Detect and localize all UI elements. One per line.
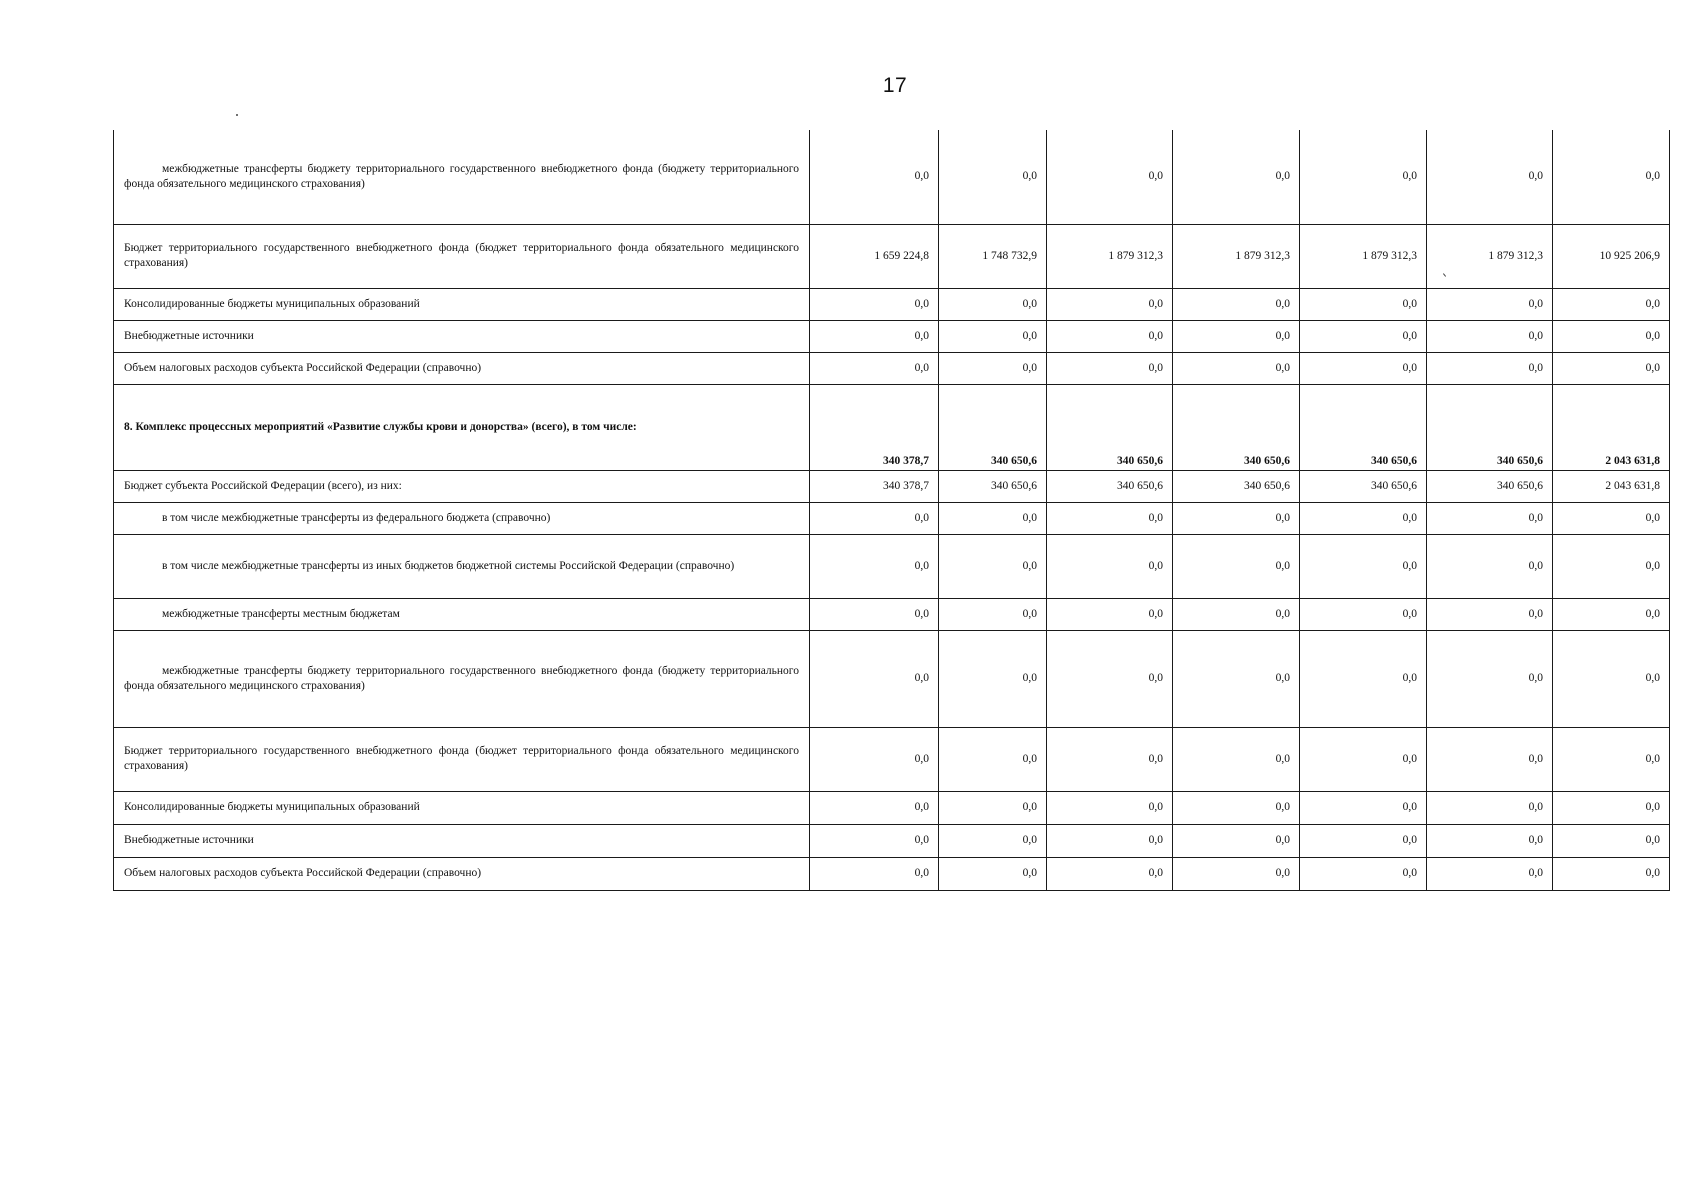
row-label: Бюджет территориального государственного внебюджетного фонда (бюджет территориального фонда обязательного медицинского страхования) xyxy=(114,224,810,288)
budget-table xyxy=(113,130,1670,891)
row-label: в том числе межбюджетные трансферты из федерального бюджета (справочно) xyxy=(114,502,810,534)
table-row xyxy=(114,824,1670,857)
value-cell: 0,0 xyxy=(1553,130,1670,224)
row-label: межбюджетные трансферты бюджету территориального государственного внебюджетного фонда (бюджету территориального фонда обязательного медицинского страхования) xyxy=(114,130,810,224)
value-cell: 0,0 xyxy=(1047,320,1173,352)
value-cell: 0,0 xyxy=(1553,534,1670,598)
value-cell: 0,0 xyxy=(1047,727,1173,791)
value-cell: 0,0 xyxy=(1553,502,1670,534)
value-cell: 340 650,6 xyxy=(1427,470,1553,502)
value-cell: 0,0 xyxy=(939,130,1047,224)
value-cell: 0,0 xyxy=(1047,502,1173,534)
value-cell: 0,0 xyxy=(1427,630,1553,727)
value-cell: 2 043 631,8 xyxy=(1553,384,1670,470)
scan-speck xyxy=(236,114,238,116)
value-cell: 0,0 xyxy=(1427,320,1553,352)
value-cell: 0,0 xyxy=(1427,130,1553,224)
value-cell: 0,0 xyxy=(810,791,939,824)
table-row xyxy=(114,288,1670,320)
value-cell: 0,0 xyxy=(810,630,939,727)
value-cell: 0,0 xyxy=(810,534,939,598)
row-label: 8. Комплекс процессных мероприятий «Развитие службы крови и донорства» (всего), в том числе: xyxy=(114,384,810,470)
value-cell: 0,0 xyxy=(1427,598,1553,630)
value-cell: 1 879 312,3 xyxy=(1300,224,1427,288)
row-label: Бюджет территориального государственного внебюджетного фонда (бюджет территориального фонда обязательного медицинского страхования) xyxy=(114,727,810,791)
value-cell: 10 925 206,9 xyxy=(1553,224,1670,288)
row-label: Внебюджетные источники xyxy=(114,320,810,352)
value-cell: 340 650,6 xyxy=(1173,470,1300,502)
value-cell: 0,0 xyxy=(939,320,1047,352)
value-cell: 340 650,6 xyxy=(1047,470,1173,502)
value-cell: 0,0 xyxy=(810,352,939,384)
value-cell: 0,0 xyxy=(1173,534,1300,598)
value-cell: 0,0 xyxy=(1427,857,1553,890)
value-cell: 340 650,6 xyxy=(1300,384,1427,470)
value-cell: 0,0 xyxy=(1427,502,1553,534)
value-cell: 0,0 xyxy=(1300,130,1427,224)
value-cell: 0,0 xyxy=(1173,824,1300,857)
row-label: Объем налоговых расходов субъекта Российской Федерации (справочно) xyxy=(114,352,810,384)
row-label: Бюджет субъекта Российской Федерации (всего), из них: xyxy=(114,470,810,502)
value-cell: 0,0 xyxy=(1047,857,1173,890)
value-cell: 0,0 xyxy=(1047,630,1173,727)
table-row xyxy=(114,502,1670,534)
table-row xyxy=(114,384,1670,470)
table-row xyxy=(114,598,1670,630)
table-row xyxy=(114,727,1670,791)
value-cell: 0,0 xyxy=(1300,534,1427,598)
value-cell: 0,0 xyxy=(1553,598,1670,630)
value-cell: 0,0 xyxy=(1047,534,1173,598)
value-cell: 0,0 xyxy=(1300,630,1427,727)
value-cell: 0,0 xyxy=(1300,320,1427,352)
value-cell: 0,0 xyxy=(810,857,939,890)
value-cell: 0,0 xyxy=(1553,824,1670,857)
value-cell: 0,0 xyxy=(1553,288,1670,320)
row-label: Консолидированные бюджеты муниципальных образований xyxy=(114,791,810,824)
value-cell: 0,0 xyxy=(810,502,939,534)
table-row xyxy=(114,857,1670,890)
value-cell: 0,0 xyxy=(810,727,939,791)
value-cell: 1 879 312,3 xyxy=(1047,224,1173,288)
value-cell: 0,0 xyxy=(810,130,939,224)
value-cell: 0,0 xyxy=(1553,320,1670,352)
table-row xyxy=(114,224,1670,288)
value-cell: 0,0 xyxy=(1427,534,1553,598)
value-cell: 340 650,6 xyxy=(939,470,1047,502)
value-cell: 0,0 xyxy=(939,630,1047,727)
value-cell: 0,0 xyxy=(1173,630,1300,727)
value-cell: 0,0 xyxy=(1173,130,1300,224)
value-cell: 340 650,6 xyxy=(1300,470,1427,502)
value-cell: 0,0 xyxy=(1427,824,1553,857)
table-row xyxy=(114,791,1670,824)
value-cell: 1 659 224,8 xyxy=(810,224,939,288)
value-cell: 0,0 xyxy=(1047,824,1173,857)
value-cell: 0,0 xyxy=(939,791,1047,824)
value-cell: 0,0 xyxy=(939,727,1047,791)
value-cell: 0,0 xyxy=(1173,857,1300,890)
table-row xyxy=(114,470,1670,502)
value-cell: 0,0 xyxy=(1047,288,1173,320)
value-cell: 0,0 xyxy=(1300,727,1427,791)
row-label: Консолидированные бюджеты муниципальных образований xyxy=(114,288,810,320)
value-cell: 0,0 xyxy=(1553,630,1670,727)
value-cell: 0,0 xyxy=(1173,727,1300,791)
value-cell: 0,0 xyxy=(1173,598,1300,630)
value-cell: 0,0 xyxy=(1553,791,1670,824)
value-cell: 0,0 xyxy=(939,534,1047,598)
value-cell: 0,0 xyxy=(1427,791,1553,824)
value-cell: 0,0 xyxy=(1300,288,1427,320)
table-row xyxy=(114,352,1670,384)
value-cell: 0,0 xyxy=(1173,288,1300,320)
value-cell: 1 879 312,3 xyxy=(1427,224,1553,288)
table-row xyxy=(114,320,1670,352)
value-cell: 0,0 xyxy=(1427,352,1553,384)
value-cell: 0,0 xyxy=(939,352,1047,384)
value-cell: 0,0 xyxy=(1173,791,1300,824)
value-cell: 2 043 631,8 xyxy=(1553,470,1670,502)
row-label: Внебюджетные источники xyxy=(114,824,810,857)
value-cell: 0,0 xyxy=(1300,502,1427,534)
value-cell: 0,0 xyxy=(810,598,939,630)
value-cell: 0,0 xyxy=(1553,352,1670,384)
table-row xyxy=(114,534,1670,598)
value-cell: 0,0 xyxy=(1427,288,1553,320)
table-row xyxy=(114,630,1670,727)
value-cell: 0,0 xyxy=(1300,598,1427,630)
value-cell: 1 748 732,9 xyxy=(939,224,1047,288)
value-cell: 0,0 xyxy=(939,288,1047,320)
value-cell: 0,0 xyxy=(1047,791,1173,824)
value-cell: 0,0 xyxy=(1300,857,1427,890)
value-cell: 0,0 xyxy=(1047,352,1173,384)
value-cell: 340 650,6 xyxy=(1427,384,1553,470)
value-cell: 0,0 xyxy=(939,824,1047,857)
value-cell: 0,0 xyxy=(1047,130,1173,224)
row-label: межбюджетные трансферты бюджету территориального государственного внебюджетного фонда (бюджету территориального фонда обязательного медицинского страхования) xyxy=(114,630,810,727)
value-cell: 340 650,6 xyxy=(1047,384,1173,470)
value-cell: 340 650,6 xyxy=(1173,384,1300,470)
value-cell: 0,0 xyxy=(939,857,1047,890)
value-cell: 340 650,6 xyxy=(939,384,1047,470)
value-cell: 0,0 xyxy=(1300,352,1427,384)
value-cell: 0,0 xyxy=(810,320,939,352)
value-cell: 340 378,7 xyxy=(810,384,939,470)
row-label: Объем налоговых расходов субъекта Российской Федерации (справочно) xyxy=(114,857,810,890)
value-cell: 0,0 xyxy=(1173,320,1300,352)
value-cell: 0,0 xyxy=(1427,727,1553,791)
value-cell: 340 378,7 xyxy=(810,470,939,502)
value-cell: 0,0 xyxy=(1047,598,1173,630)
value-cell: 0,0 xyxy=(1300,824,1427,857)
row-label: в том числе межбюджетные трансферты из иных бюджетов бюджетной системы Российской Федерации (справочно) xyxy=(114,534,810,598)
value-cell: 0,0 xyxy=(1553,727,1670,791)
value-cell: 0,0 xyxy=(1300,791,1427,824)
page-number: 17 xyxy=(882,74,908,97)
value-cell: 0,0 xyxy=(1173,352,1300,384)
value-cell: 0,0 xyxy=(939,598,1047,630)
value-cell: 0,0 xyxy=(810,288,939,320)
value-cell: 1 879 312,3 xyxy=(1173,224,1300,288)
value-cell: 0,0 xyxy=(810,824,939,857)
value-cell: 0,0 xyxy=(1553,857,1670,890)
value-cell: 0,0 xyxy=(939,502,1047,534)
value-cell: 0,0 xyxy=(1173,502,1300,534)
row-label: межбюджетные трансферты местным бюджетам xyxy=(114,598,810,630)
table-row xyxy=(114,130,1670,224)
